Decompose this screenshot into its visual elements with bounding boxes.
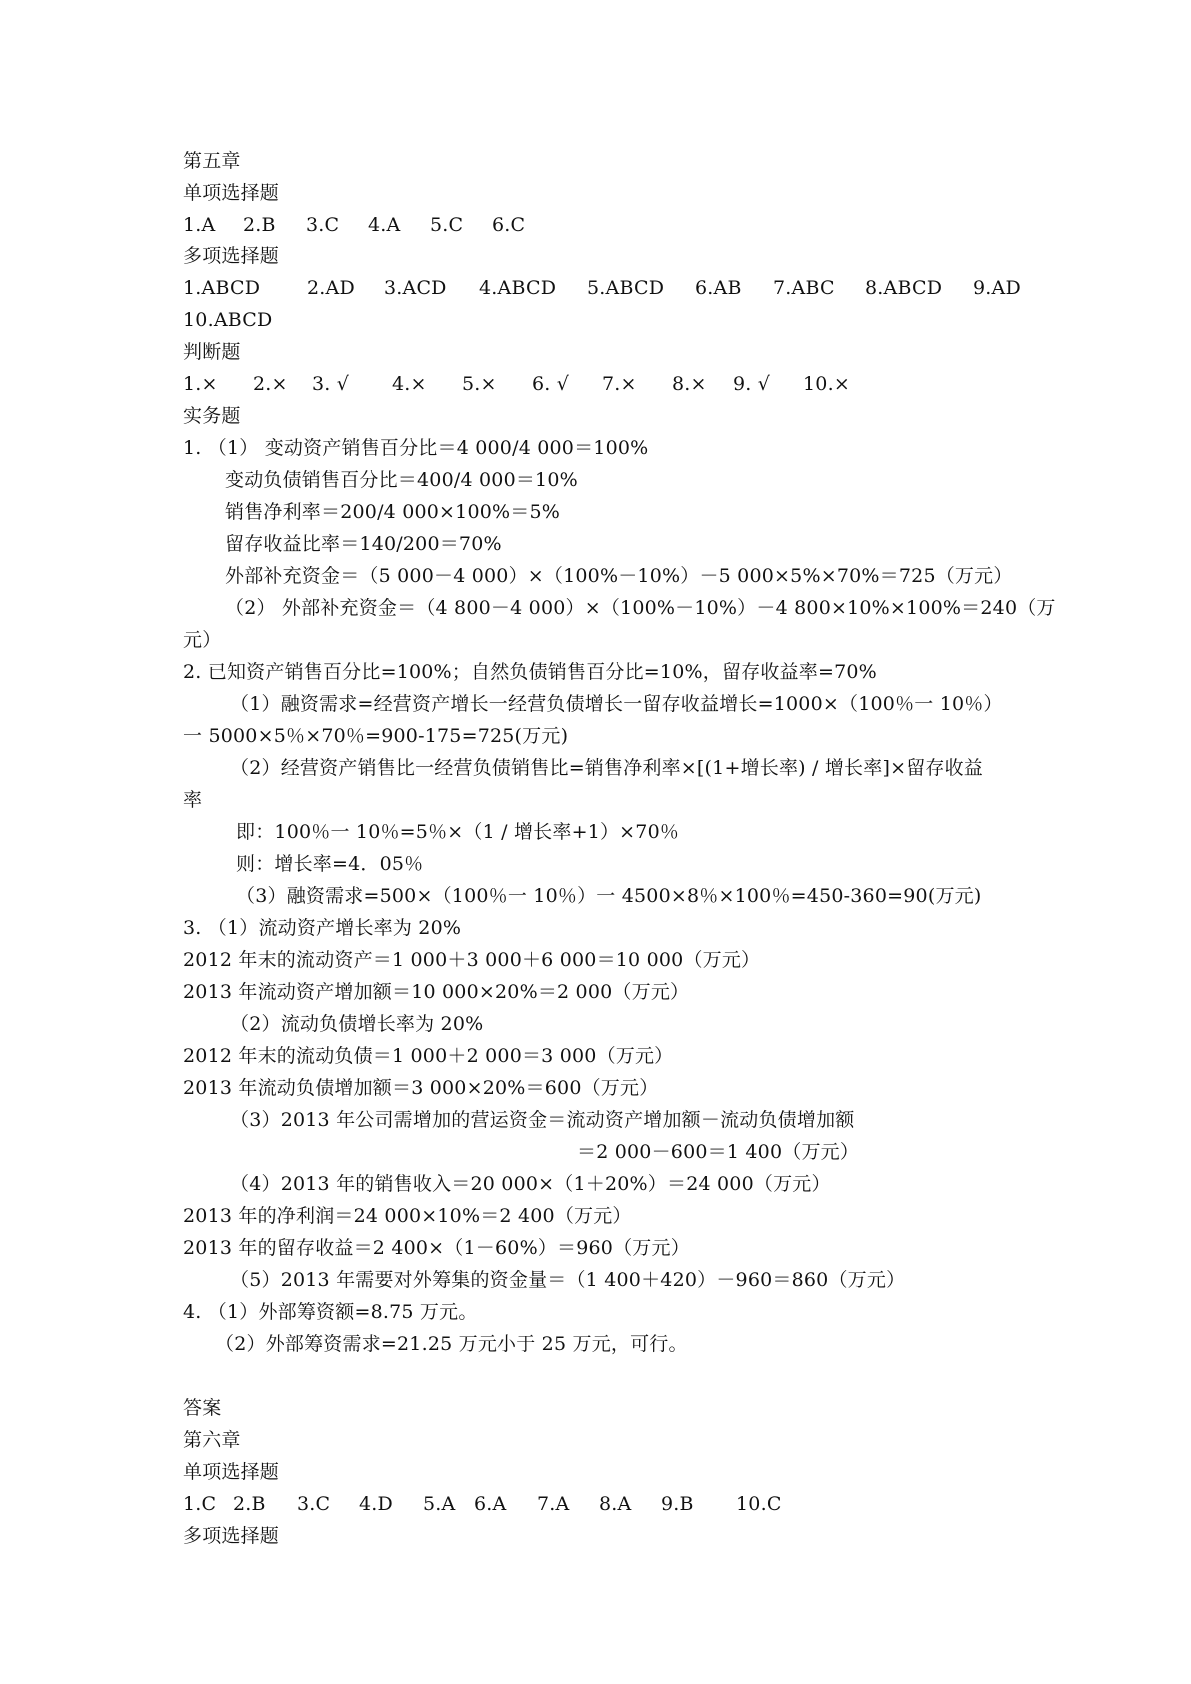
- single-choice-answers: [183, 1492, 803, 1516]
- answer-item: 2.AD: [307, 277, 355, 299]
- answer-item: 8.ABCD: [865, 277, 943, 299]
- answer-item: 1.ABCD: [183, 277, 261, 299]
- practice-line: 1. （1） 变动资产销售百分比＝4 000/4 000＝100%: [183, 437, 649, 459]
- answer-item: 7.ABC: [773, 277, 835, 299]
- answer-item: 5.ABCD: [587, 277, 665, 299]
- answer-item: 4.D: [359, 1493, 393, 1515]
- answer-item: 2.B: [243, 214, 276, 236]
- section-heading-single-choice: 单项选择题: [183, 1461, 280, 1483]
- practice-line: 2013 年流动负债增加额＝3 000×20%＝600（万元）: [183, 1077, 659, 1099]
- single-choice-answers: [183, 213, 583, 237]
- practice-line: 2013 年流动资产增加额＝10 000×20%＝2 000（万元）: [183, 981, 690, 1003]
- answer-item: 7.×: [602, 373, 637, 395]
- practice-line: 销售净利率＝200/4 000×100%＝5%: [225, 501, 561, 523]
- answer-item: 5.A: [423, 1493, 456, 1515]
- practice-line: （1）融资需求=经营资产增长一经营负债增长一留存收益增长=1000×（100％一 10％）: [230, 693, 1003, 715]
- practice-line: 即：100％一 10％=5％×（1 / 增长率+1）×70％: [236, 821, 680, 843]
- chapter-title: 第六章: [183, 1429, 241, 1451]
- practice-line: 元）: [183, 629, 222, 651]
- answer-item: 1.A: [183, 214, 216, 236]
- practice-line: （2）外部筹资需求=21.25 万元小于 25 万元，可行。: [215, 1333, 688, 1355]
- answer-item: 9. √: [733, 373, 771, 395]
- practice-line: （5）2013 年需要对外筹集的资金量＝（1 400＋420）－960＝860（万元）: [230, 1269, 906, 1291]
- practice-line: 2. 已知资产销售百分比=100%；自然负债销售百分比=10%，留存收益率=70%: [183, 661, 877, 683]
- answer-item: 3. √: [312, 373, 350, 395]
- practice-line: 4. （1）外部筹资额=8.75 万元。: [183, 1301, 478, 1323]
- answer-item: 9.B: [661, 1493, 694, 1515]
- section-heading-single-choice: 单项选择题: [183, 182, 280, 204]
- answer-item: 10.ABCD: [183, 309, 273, 331]
- multiple-choice-answers: [183, 276, 1033, 300]
- practice-line: 2012 年末的流动资产＝1 000＋3 000＋6 000＝10 000（万元）: [183, 949, 761, 971]
- true-false-answers: [183, 372, 883, 396]
- answer-item: 7.A: [537, 1493, 570, 1515]
- practice-line: 率: [183, 789, 203, 811]
- answer-item: 8.×: [672, 373, 707, 395]
- answer-heading: 答案: [183, 1397, 222, 1419]
- answer-item: 6.C: [492, 214, 526, 236]
- answer-item: 6.AB: [695, 277, 742, 299]
- answer-item: 1.C: [183, 1493, 217, 1515]
- answer-item: 5.×: [462, 373, 497, 395]
- answer-item: 3.C: [306, 214, 340, 236]
- practice-line: 3. （1）流动资产增长率为 20%: [183, 917, 462, 939]
- answer-item: 10.C: [736, 1493, 782, 1515]
- answer-item: 5.C: [430, 214, 464, 236]
- answer-item: 2.B: [233, 1493, 266, 1515]
- practice-line: 2012 年末的流动负债＝1 000＋2 000＝3 000（万元）: [183, 1045, 674, 1067]
- answer-item: 9.AD: [973, 277, 1021, 299]
- section-heading-multiple-choice: 多项选择题: [183, 245, 280, 267]
- answer-item: 4.×: [392, 373, 427, 395]
- section-heading-multiple-choice: 多项选择题: [183, 1525, 280, 1547]
- answer-item: 6. √: [532, 373, 570, 395]
- practice-line: 2013 年的留存收益＝2 400×（1－60%）＝960（万元）: [183, 1237, 690, 1259]
- answer-item: 3.ACD: [384, 277, 447, 299]
- answer-item: 2.×: [253, 373, 288, 395]
- practice-line: 一 5000×5％×70％=900-175=725(万元): [183, 725, 569, 747]
- practice-line: 留存收益比率＝140/200＝70%: [225, 533, 502, 555]
- section-heading-true-false: 判断题: [183, 341, 241, 363]
- practice-line: 变动负债销售百分比＝400/4 000＝10%: [225, 469, 578, 491]
- answer-item: 3.C: [297, 1493, 331, 1515]
- answer-item: 8.A: [599, 1493, 632, 1515]
- answer-item: 4.ABCD: [479, 277, 557, 299]
- practice-line: （3）2013 年公司需增加的营运资金＝流动资产增加额－流动负债增加额: [230, 1109, 855, 1131]
- answer-item: 10.×: [803, 373, 850, 395]
- practice-line: 则：增长率=4．05％: [236, 853, 424, 875]
- practice-line: （2） 外部补充资金＝（4 800－4 000）×（100%－10%）－4 800×10%×100%＝240（万: [225, 597, 1056, 619]
- chapter-title: 第五章: [183, 150, 241, 172]
- practice-line: （2）经营资产销售比一经营负债销售比=销售净利率×[(1+增长率) / 增长率]×留存收益: [230, 757, 983, 779]
- practice-line: （3）融资需求=500×（100％一 10％）一 4500×8％×100％=450-360=90(万元): [236, 885, 982, 907]
- practice-line: ＝2 000－600＝1 400（万元）: [577, 1141, 860, 1163]
- section-heading-practice: 实务题: [183, 405, 241, 427]
- practice-line: 外部补充资金＝（5 000－4 000）×（100%－10%）－5 000×5%×70%＝725（万元）: [225, 565, 1013, 587]
- answer-item: 4.A: [368, 214, 401, 236]
- answer-item: 6.A: [474, 1493, 507, 1515]
- answer-item: 1.×: [183, 373, 218, 395]
- practice-line: （4）2013 年的销售收入＝20 000×（1＋20%）＝24 000（万元）: [230, 1173, 831, 1195]
- practice-line: 2013 年的净利润＝24 000×10%＝2 400（万元）: [183, 1205, 632, 1227]
- practice-line: （2）流动负债增长率为 20%: [230, 1013, 484, 1035]
